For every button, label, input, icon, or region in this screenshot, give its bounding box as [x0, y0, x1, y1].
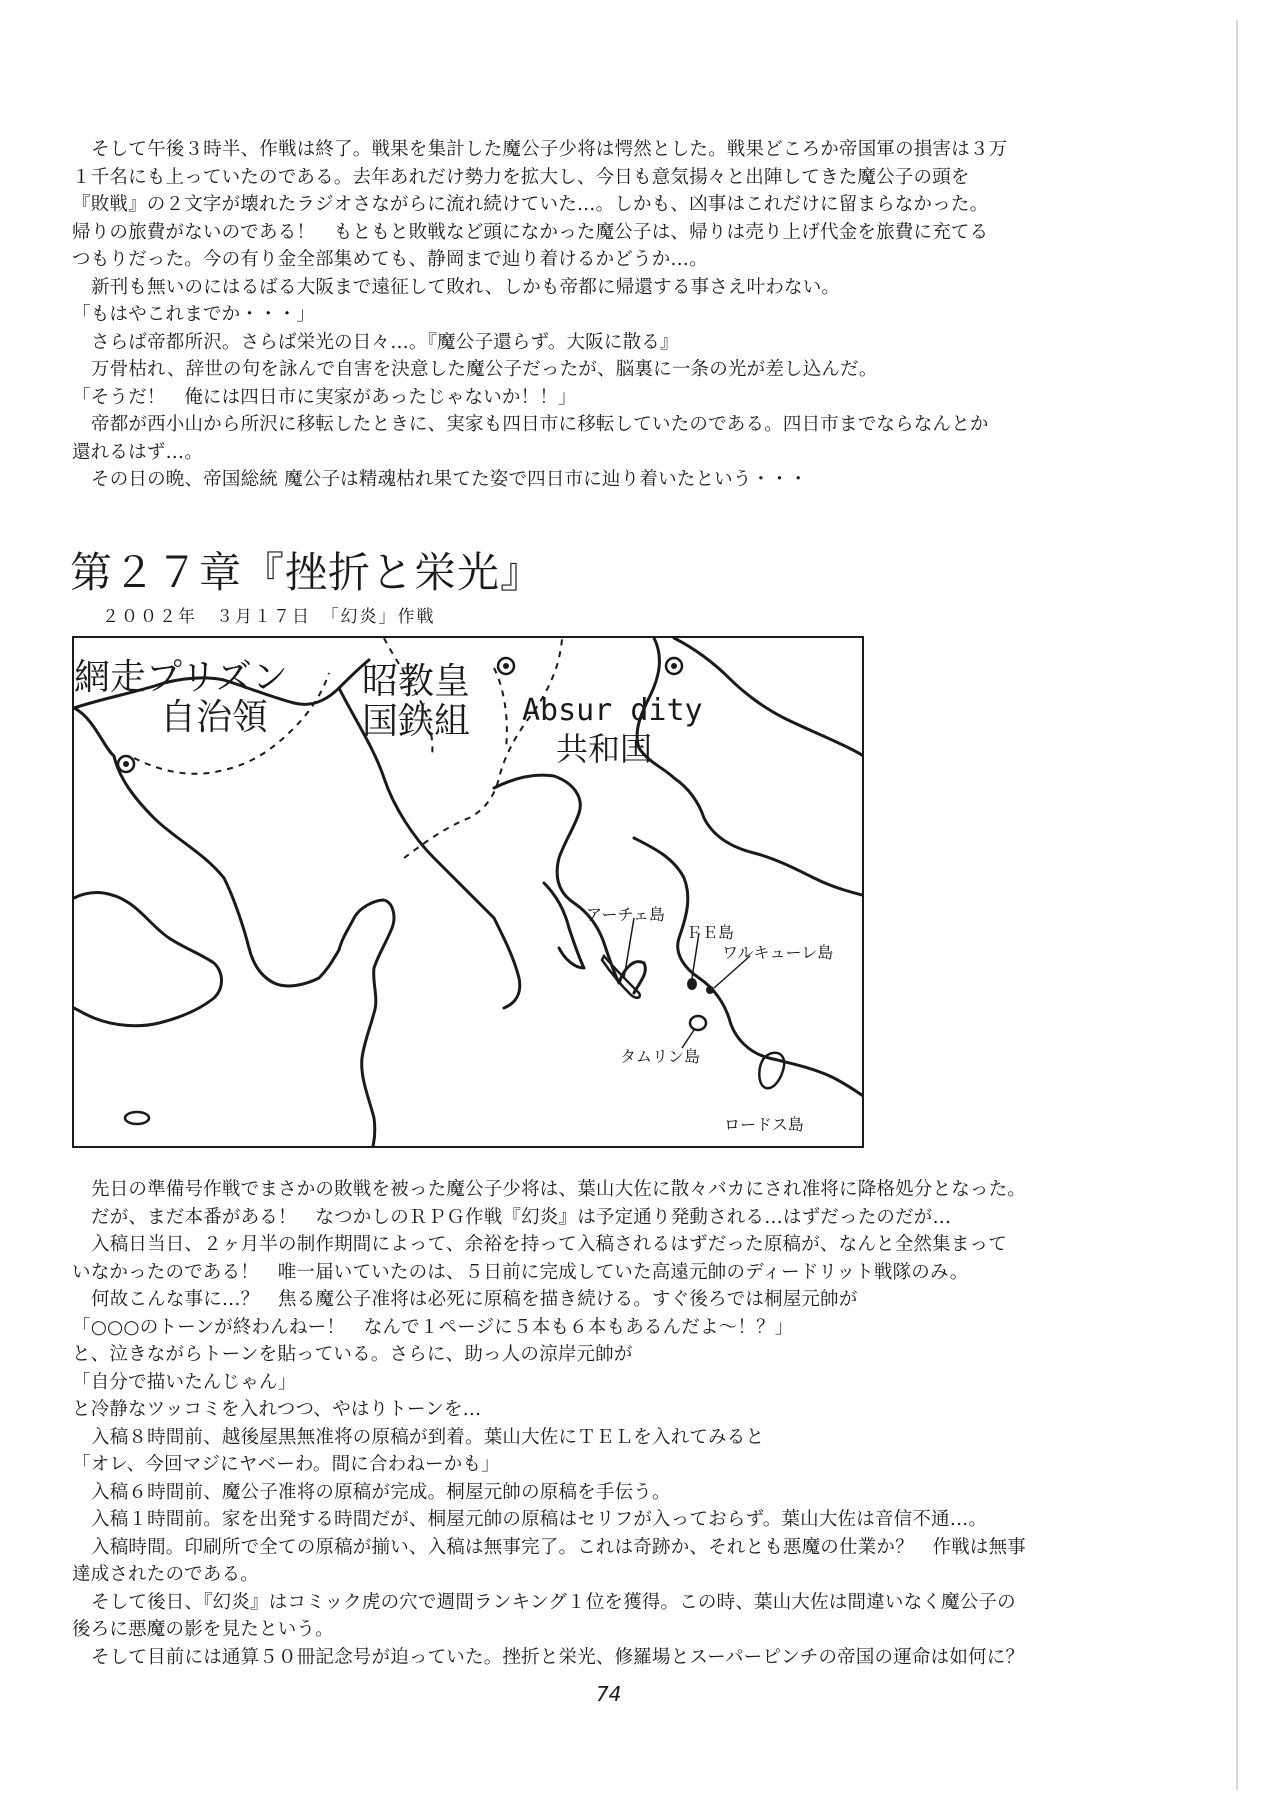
- text-line: だが、まだ本番がある！ なつかしのＲＰＧ作戦『幻炎』は予定通り発動される…はずだったのだが…: [91, 1206, 952, 1228]
- map-label-absurdity: Absur dity 共和国: [522, 693, 703, 768]
- page-number: 74: [596, 1682, 622, 1706]
- text-line: いなかったのである！ 唯一届いていたのは、５日前に完成していた高遠元帥のディードリット戦隊のみ。: [72, 1261, 969, 1283]
- island-label-valkyrie: ワルキューレ島: [722, 943, 834, 962]
- island-fe: [687, 978, 697, 990]
- text-line: 後ろに悪魔の影を見たという。: [72, 1619, 334, 1640]
- island-label-tamrin: タムリン島: [620, 1047, 701, 1066]
- island-label-rhodes: ロードス島: [724, 1115, 804, 1134]
- chapter-subtitle: ２００２年 ３月１７日 「幻炎」作戦: [102, 607, 436, 627]
- section-2-text: [72, 1176, 1172, 1671]
- coastline-sw: [74, 893, 222, 1026]
- text-line: 入稿１時間前。家を出発する時間だが、桐屋元帥の原稿はセリフが入っておらず。葉山大佐は音信不通…。: [91, 1509, 988, 1530]
- text-line: さらば帝都所沢。さらば栄光の日々…。『魔公子還らず。大阪に散る』: [91, 331, 679, 353]
- text-line: 「自分で描いたんじゃん」: [72, 1371, 297, 1393]
- text-line: 「もはやこれまでか・・・」: [72, 304, 316, 325]
- page-edge-line: [1236, 20, 1238, 1790]
- text-line: そして午後３時半、作戦は終了。戦果を集計した魔公子少将は愕然とした。戦果どころか帝国軍の損害は３万: [91, 139, 1008, 160]
- text-line: 入稿日当日、２ヶ月半の制作期間によって、余裕を持って入稿されるはずだった原稿が、なんと全然集まって: [91, 1234, 1007, 1255]
- island-label-arche: アーチェ島: [586, 905, 666, 924]
- text-line: と、泣きながらトーンを貼っている。さらに、助っ人の涼岸元帥が: [72, 1344, 633, 1365]
- text-line: 入稿時間。印刷所で全ての原稿が揃い、入稿は無事完了。これは奇跡か、それとも悪魔の仕業か？ 作戦は無事: [91, 1536, 1027, 1558]
- text-line: 「そうだ！ 俺には四日市に実家があったじゃないか！！」: [72, 386, 577, 408]
- border-south: [494, 668, 507, 748]
- text-line: 「オレ、今回マジにヤベーわ。間に合わねーかも」: [72, 1454, 500, 1475]
- text-line: 何故こんな事に…？ 焦る魔公子准将は必死に原稿を描き続ける。すぐ後ろでは桐屋元帥が: [91, 1289, 858, 1310]
- section-1-text: [72, 136, 1172, 494]
- text-line: 帰りの旅費がないのである！ もともと敗戦など頭になかった魔公子は、帰りは売り上げ代金を旅費に充てる: [72, 221, 989, 243]
- map-label-shokyo: 昭教皇 国鉄組: [362, 661, 471, 742]
- island-valkyrie: [706, 986, 714, 994]
- chapter-title: 第２７章『挫折と栄光』: [70, 548, 544, 597]
- text-line: 帝都が西小山から所沢に移転したときに、実家も四日市に移転していたのである。四日市までならなんとか: [91, 414, 989, 435]
- text-line: 達成されたのである。: [72, 1564, 260, 1585]
- coastline-west: [74, 708, 394, 1148]
- text-line: 万骨枯れ、辞世の句を詠んで自害を決意した魔公子だったが、脳裏に一条の光が差し込んだ。: [91, 359, 878, 380]
- map-label-abashiri: 網走プリズン 自治領: [74, 657, 288, 738]
- text-line: 先日の準備号作戦でまさかの敗戦を被った魔公子少将は、葉山大佐に散々バカにされ准将に降格処分となった。: [91, 1179, 1027, 1200]
- fantasy-map: [72, 636, 864, 1148]
- text-line: 『敗戦』の２文字が壊れたラジオさながらに流れ続けていた…。しかも、凶事はこれだけに留まらなかった。: [72, 194, 989, 215]
- text-line: つもりだった。今の有り金全部集めても、静岡まで辿り着けるかどうか…。: [72, 249, 708, 270]
- island-tamrin: [690, 1016, 706, 1030]
- island-sw-small: [125, 1112, 149, 1124]
- text-line: そして目前には通算５０冊記念号が迫っていた。挫折と栄光、修羅場とスーパーピンチの帝国の運命は如何に？: [91, 1646, 1025, 1668]
- text-line: 入稿６時間前、魔公子准将の原稿が完成。桐屋元帥の原稿を手伝う。: [91, 1481, 671, 1503]
- text-line: 還れるはず…。: [72, 441, 203, 463]
- text-line: 「○○○のトーンが終わんねー！ なんで１ページに５本も６本もあるんだよ～！？」: [72, 1316, 794, 1338]
- text-line: 新刊も無いのにはるばる大阪まで遠征して敗れ、しかも帝都に帰還する事さえ叶わない。: [91, 276, 841, 298]
- text-line: そして後日、『幻炎』はコミック虎の穴で週間ランキング１位を獲得。この時、葉山大佐は間違いなく魔公子の: [91, 1591, 1016, 1613]
- text-line: 入稿８時間前、越後屋黒無准将の原稿が到着。葉山大佐にＴＥＬを入れてみると: [91, 1426, 765, 1448]
- island-label-fe: ＦＥ島: [686, 923, 735, 942]
- text-line: と冷静なツッコミを入れつつ、やはりトーンを…: [72, 1399, 482, 1420]
- text-line: １千名にも上っていたのである。去年あれだけ勢力を拡大し、今日も意気揚々と出陣してきた魔公子の頭を: [72, 166, 970, 188]
- text-line: その日の晩、帝国総統 魔公子は精魂枯れ果てた姿で四日市に辿り着いたという・・・: [91, 469, 808, 490]
